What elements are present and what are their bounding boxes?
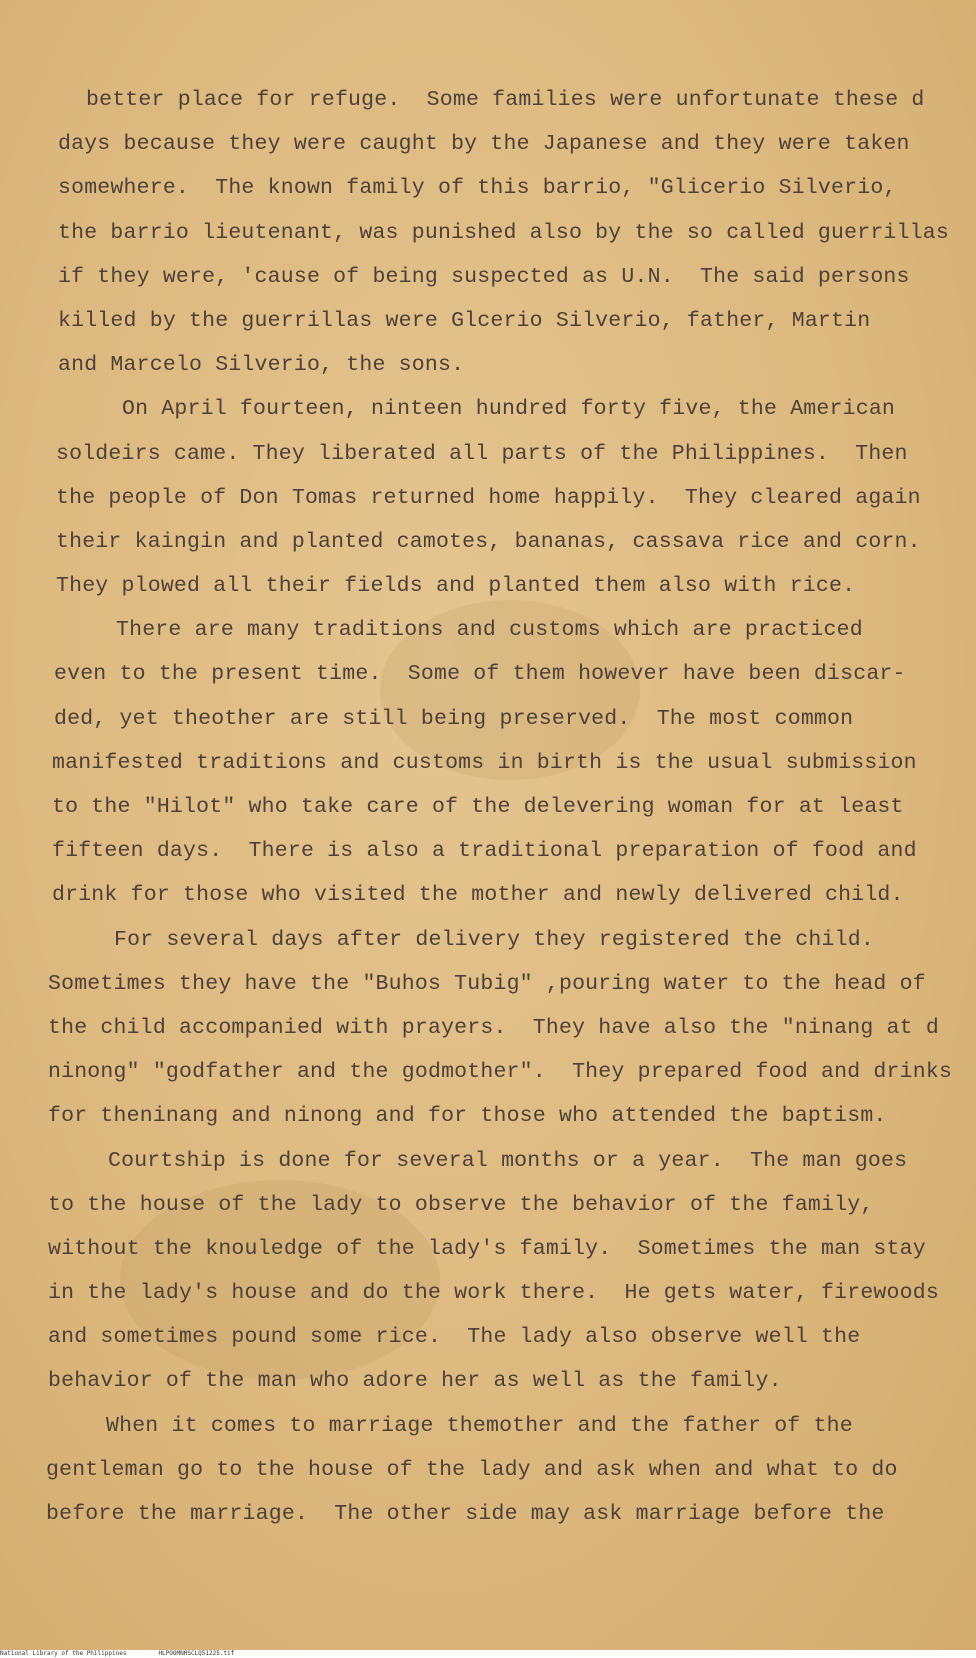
text-line: When it comes to marriage themother and the father of the <box>106 1413 853 1438</box>
text-line: ded, yet theother are still being preserved. The most common <box>54 706 854 731</box>
text-line: the child accompanied with prayers. They have also the "ninang at d <box>48 1015 939 1040</box>
text-line: if they were, 'cause of being suspected as U.N. The said persons <box>58 264 910 289</box>
text-line: and sometimes pound some rice. The lady also observe well the <box>48 1325 861 1350</box>
text-line: gentleman go to the house of the lady and ask when and what to do <box>46 1457 898 1482</box>
text-line: better place for refuge. Some families were unfortunate these d <box>86 88 925 112</box>
text-line: fifteen days. There is also a traditional preparation of food and <box>52 839 917 864</box>
text-line: without the knouledge of the lady's family. Sometimes the man stay <box>48 1236 926 1261</box>
scan-footer <box>0 1650 976 1658</box>
text-line: soldeirs came. They liberated all parts of the Philippines. Then <box>56 441 908 466</box>
footer-file-id: HLPOOMNHSCLQ51225.tif <box>158 1650 235 1657</box>
text-line: Courtship is done for several months or a year. The man goes <box>108 1148 908 1173</box>
text-line: to the "Hilot" who take care of the delevering woman for at least <box>52 795 904 819</box>
text-line: On April fourteen, ninteen hundred forty five, the American <box>122 397 896 422</box>
text-line: their kaingin and planted camotes, bananas, cassava rice and corn. <box>56 529 921 554</box>
text-line: to the house of the lady to observe the behavior of the family, <box>48 1192 874 1217</box>
text-line: before the marriage. The other side may ask marriage before the <box>46 1502 885 1526</box>
text-line: the barrio lieutenant, was punished also by the so called guerrillas <box>58 220 949 245</box>
text-line: even to the present time. Some of them however have been discar- <box>54 662 906 687</box>
text-line: days because they were caught by the Japanese and they were taken <box>58 132 910 157</box>
text-line: manifested traditions and customs in birth is the usual submission <box>52 750 917 775</box>
text-line: For several days after delivery they registered the child. <box>114 927 874 952</box>
typed-text-body <box>46 78 953 1536</box>
text-line: in the lady's house and do the work there. He gets water, firewoods <box>48 1281 939 1306</box>
footer-library: National Library of the Philippines <box>0 1650 127 1657</box>
text-line: ninong" "godfather and the godmother". They prepared food and drinks <box>48 1060 953 1085</box>
text-line: for theninang and ninong and for those who attended the baptism. <box>48 1104 887 1129</box>
text-line: They plowed all their fields and planted them also with rice. <box>56 574 856 599</box>
text-line: killed by the guerrillas were Glcerio Silverio, father, Martin <box>58 308 871 333</box>
text-line: behavior of the man who adore her as well as the family. <box>48 1369 782 1394</box>
text-line: drink for those who visited the mother and newly delivered child. <box>52 883 904 908</box>
text-line: somewhere. The known family of this barrio, "Glicerio Silverio, <box>58 176 897 201</box>
text-line: the people of Don Tomas returned home happily. They cleared again <box>56 485 921 510</box>
text-line: Sometimes they have the "Buhos Tubig" ,pouring water to the head of <box>48 971 926 996</box>
text-line: and Marcelo Silverio, the sons. <box>58 353 465 378</box>
text-line: There are many traditions and customs which are practiced <box>116 618 863 643</box>
